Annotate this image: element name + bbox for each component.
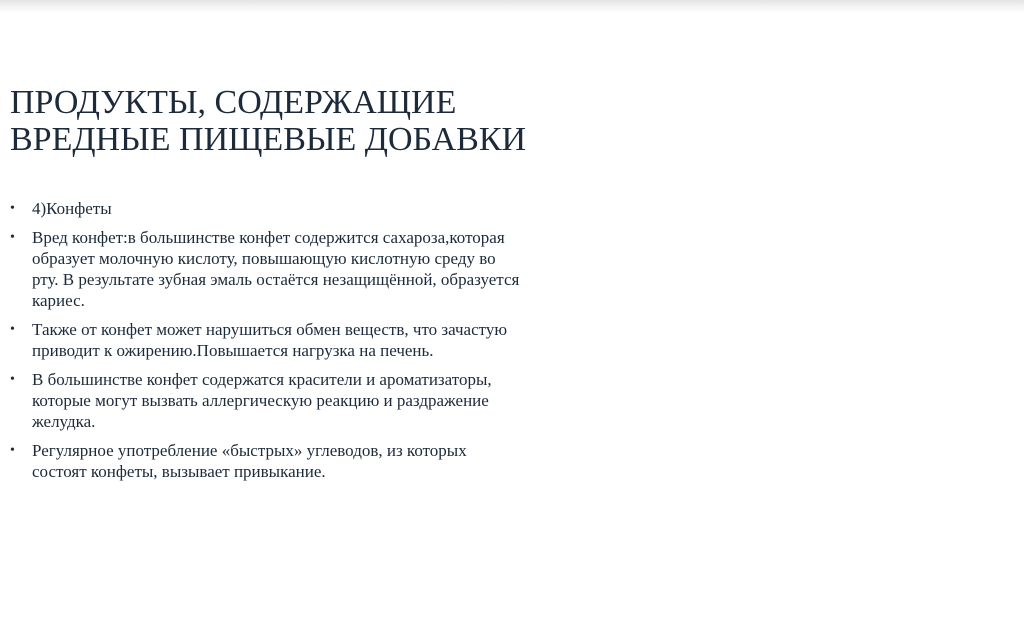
bullet-marker: • xyxy=(10,230,15,245)
bullet-text: Регулярное употребление «быстрых» углеводов, из которых состоят конфеты, вызывает привыкание. xyxy=(32,441,467,481)
bullet-item-heading xyxy=(10,198,520,219)
bullet-item xyxy=(10,440,520,482)
bullet-marker: • xyxy=(10,372,15,387)
slide-title xyxy=(10,84,630,158)
bullet-marker: • xyxy=(10,443,15,458)
bullet-marker: • xyxy=(10,322,15,337)
bullet-text: В большинстве конфет содержатся красители и ароматизаторы, которые могут вызвать аллергическую реакцию и раздражение желудка. xyxy=(32,370,492,431)
bullet-item xyxy=(10,319,520,361)
bullet-list xyxy=(10,198,520,482)
slide-title-line-2: ВРЕДНЫЕ ПИЩЕВЫЕ ДОБАВКИ xyxy=(10,121,527,158)
top-edge-shadow xyxy=(0,0,1024,14)
bullet-item xyxy=(10,369,520,432)
slide-title-line-1: ПРОДУКТЫ, СОДЕРЖАЩИЕ xyxy=(10,84,457,121)
bullet-marker: • xyxy=(10,201,15,216)
bullet-item xyxy=(10,227,520,311)
bullet-text: 4)Конфеты xyxy=(32,199,112,218)
bullet-text: Также от конфет может нарушиться обмен веществ, что зачастую приводит к ожирению.Повышается нагрузка на печень. xyxy=(32,320,508,360)
bullet-text: Вред конфет:в большинстве конфет содержится сахароза,которая образует молочную кислоту, повышающую кислотную среду во рту. В результате зубная эмаль остаётся незащищённой, образуется кариес. xyxy=(32,228,520,310)
